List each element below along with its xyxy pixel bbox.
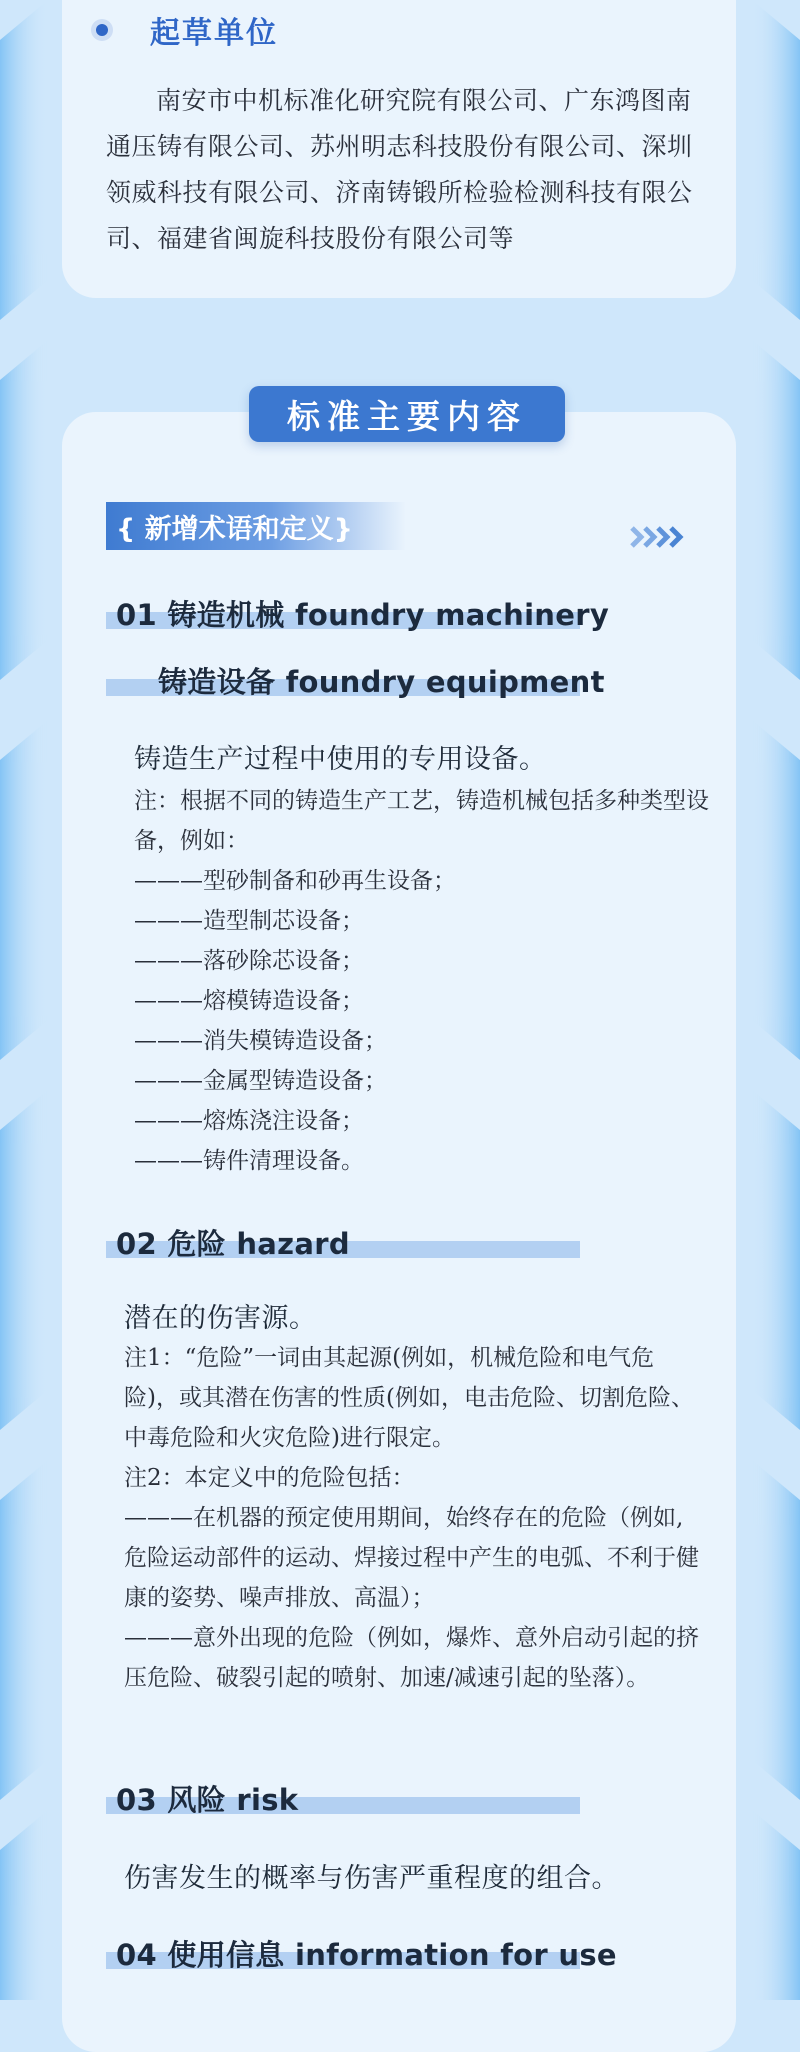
term-04-heading bbox=[106, 1929, 617, 1975]
term-03-definition: 伤害发生的概率与伤害严重程度的组合。 bbox=[124, 1863, 619, 1894]
list-item: ———意外出现的危险（例如，爆炸、意外启动引起的挤压危险、破裂引起的喷射、加速/减速引起的坠落）。 bbox=[124, 1625, 699, 1691]
list-item: ———熔模铸造设备； bbox=[134, 988, 364, 1014]
term-03-name: 03 风险 risk bbox=[116, 1783, 299, 1817]
term-02-note-2: 注2：本定义中的危险包括： bbox=[124, 1465, 415, 1491]
bullet-dot-icon bbox=[96, 24, 108, 36]
term-01-name: 01 铸造机械 foundry machinery bbox=[116, 598, 610, 632]
term-04-name: 04 使用信息 information for use bbox=[116, 1938, 617, 1972]
drafting-units-card bbox=[62, 0, 736, 298]
term-02-note-block bbox=[124, 1338, 699, 1698]
term-03-heading bbox=[106, 1774, 580, 1820]
term-01-note: 注：根据不同的铸造生产工艺，铸造机械包括多种类型设备，例如： bbox=[134, 788, 709, 854]
main-content-title: 标准主要内容 bbox=[249, 386, 565, 442]
triple-chevron-right-icon bbox=[630, 522, 686, 552]
list-item: ———落砂除芯设备； bbox=[134, 948, 364, 974]
term-01-alt-name: 铸造设备 foundry equipment bbox=[158, 665, 605, 699]
term-01-note-block bbox=[134, 781, 709, 1181]
list-item: ———熔炼浇注设备； bbox=[134, 1108, 364, 1134]
list-item: ———消失模铸造设备； bbox=[134, 1028, 387, 1054]
term-01-heading bbox=[106, 589, 610, 635]
list-item: ———在机器的预定使用期间，始终存在的危险（例如,危险运动部件的运动、焊接过程中产生的电弧、不利于健康的姿势、噪声排放、高温）； bbox=[124, 1505, 699, 1611]
term-01-definition: 铸造生产过程中使用的专用设备。 bbox=[134, 744, 547, 775]
term-02-name: 02 危险 hazard bbox=[116, 1227, 350, 1261]
term-01-alt-heading bbox=[106, 656, 605, 702]
list-item: ———造型制芯设备； bbox=[134, 908, 364, 934]
list-item: ———铸件清理设备。 bbox=[134, 1148, 364, 1174]
term-02-definition: 潜在的伤害源。 bbox=[124, 1303, 317, 1334]
drafting-units-text: 南安市中机标准化研究院有限公司、广东鸿图南通压铸有限公司、苏州明志科技股份有限公司、深圳领威科技有限公司、济南铸锻所检验检测科技有限公司、福建省闽旋科技股份有限公司等 bbox=[106, 86, 693, 253]
category-banner: { 新增术语和定义} bbox=[106, 502, 406, 550]
drafting-units-title: 起草单位 bbox=[150, 16, 278, 51]
drafting-units-header bbox=[96, 0, 278, 60]
term-02-heading bbox=[106, 1218, 580, 1264]
list-item: ———型砂制备和砂再生设备； bbox=[134, 868, 456, 894]
list-item: ———金属型铸造设备； bbox=[134, 1068, 387, 1094]
term-02-note-1: 注1：“危险”一词由其起源(例如，机械危险和电气危险)，或其潜在伤害的性质(例如，电击危险、切割危险、中毒危险和火灾危险)进行限定。 bbox=[124, 1345, 694, 1451]
